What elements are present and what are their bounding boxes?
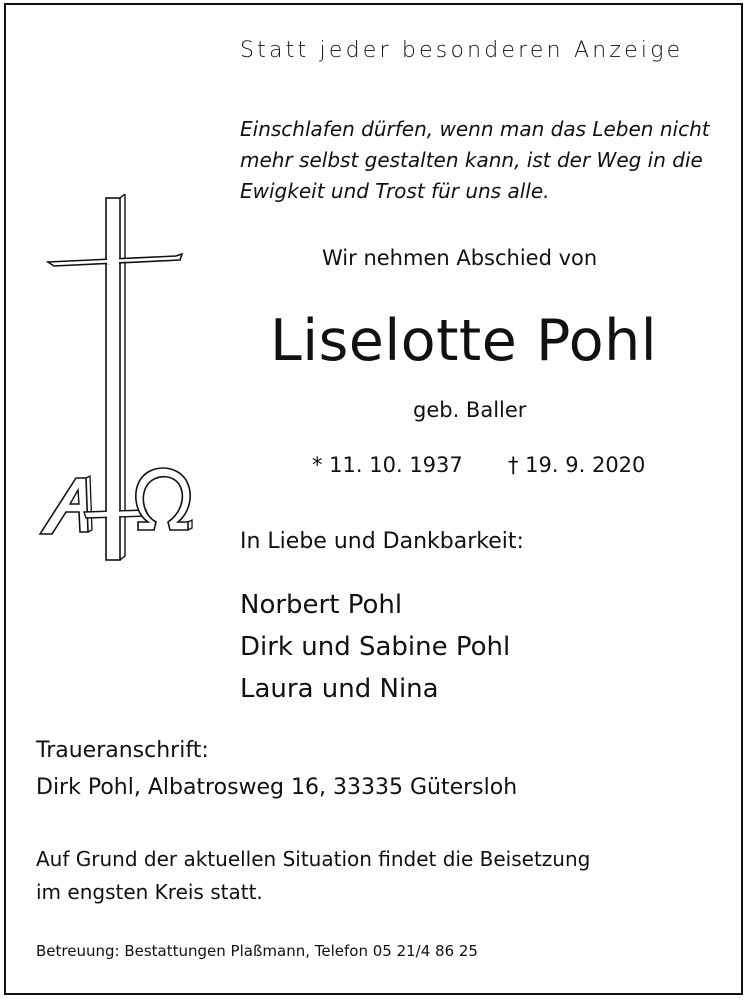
quote-line: mehr selbst gestalten kann, ist der Weg in die bbox=[240, 148, 703, 172]
address-label: Traueranschrift: bbox=[36, 738, 209, 763]
mourner-name: Dirk und Sabine Pohl bbox=[240, 632, 511, 662]
quote-line: Einschlafen dürfen, wenn man das Leben nicht bbox=[240, 117, 710, 141]
funeral-home-footer: Betreuung: Bestattungen Plaßmann, Telefon 05 21/4 86 25 bbox=[36, 942, 478, 960]
mourners-list bbox=[240, 584, 510, 710]
mourning-address: Dirk Pohl, Albatrosweg 16, 33335 Gütersloh bbox=[36, 775, 518, 800]
note-line: Auf Grund der aktuellen Situation findet die Beisetzung bbox=[36, 847, 591, 871]
thanks-line: In Liebe und Dankbarkeit: bbox=[240, 529, 524, 554]
maiden-name: geb. Baller bbox=[413, 398, 527, 422]
mourner-name: Norbert Pohl bbox=[240, 590, 403, 620]
notice-header: Statt jeder besonderen Anzeige bbox=[240, 38, 684, 63]
deceased-name: Liselotte Pohl bbox=[270, 308, 658, 374]
farewell-intro: Wir nehmen Abschied von bbox=[322, 246, 598, 270]
death-date: † 19. 9. 2020 bbox=[508, 453, 646, 477]
cross-alpha-omega-icon bbox=[36, 194, 196, 566]
burial-note bbox=[36, 843, 590, 909]
birth-date: * 11. 10. 1937 bbox=[312, 453, 463, 477]
mourner-name: Laura und Nina bbox=[240, 674, 439, 704]
quote-text bbox=[240, 114, 720, 207]
quote-line: Ewigkeit und Trost für uns alle. bbox=[240, 179, 550, 203]
note-line: im engsten Kreis statt. bbox=[36, 880, 263, 904]
